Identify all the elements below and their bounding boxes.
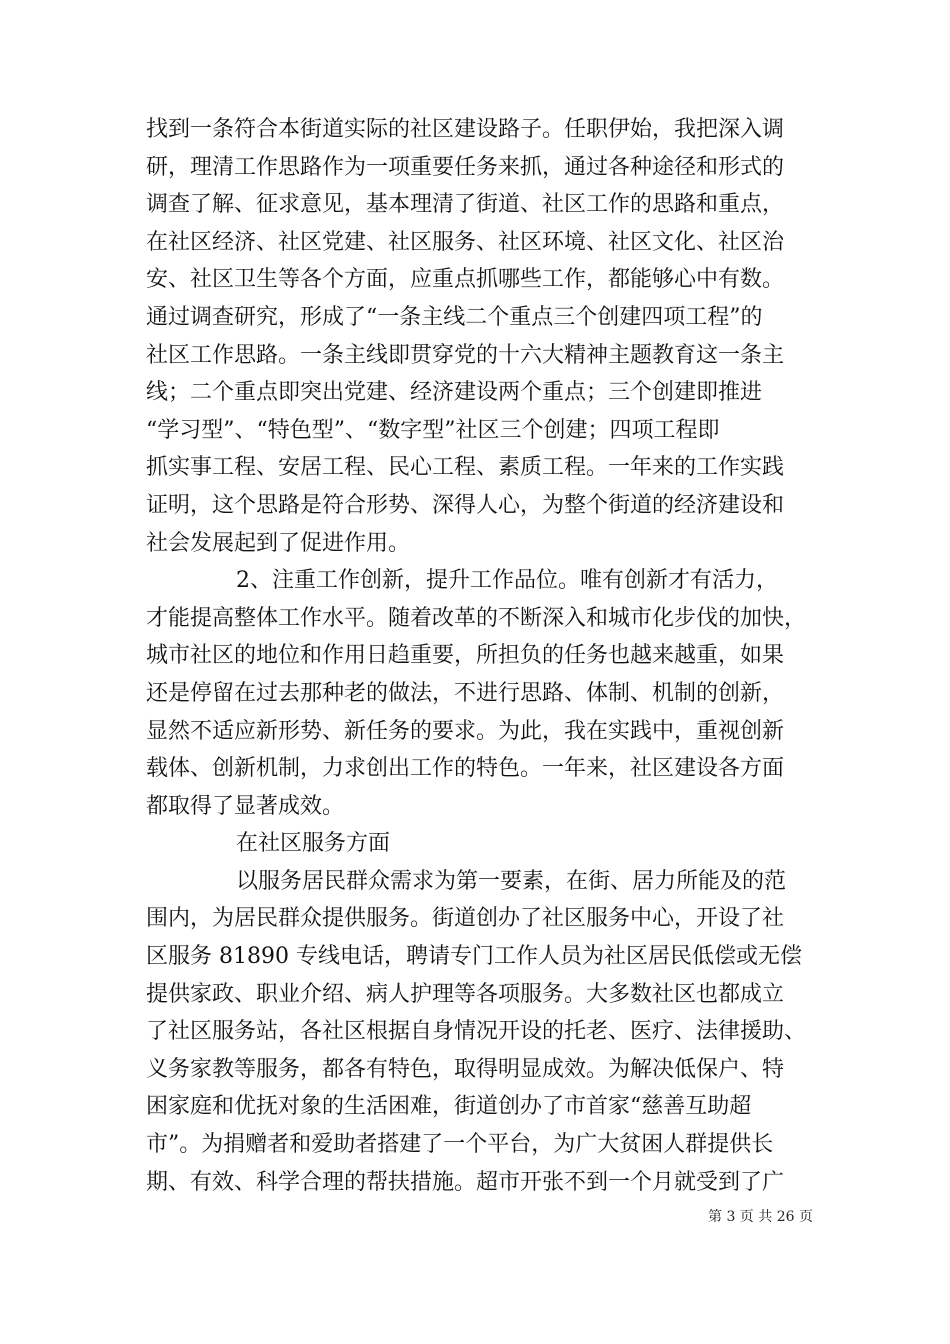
text-line: 研，理清工作思路作为一项重要任务来抓，通过各种途径和形式的 — [146, 154, 785, 180]
text-line: 围内，为居民群众提供服务。街道创办了社区服务中心，开设了社 — [146, 906, 785, 932]
text-line: 都取得了显著成效。 — [146, 793, 345, 819]
paragraph-start-line: 2、注重工作创新，提升工作品位。唯有创新才有活力， — [236, 568, 778, 594]
text-line: 在社区经济、社区党建、社区服务、社区环境、社区文化、社区治 — [146, 229, 785, 255]
text-line: 社区工作思路。一条主线即贯穿党的十六大精神主题教育这一条主 — [146, 342, 785, 368]
text-line: 通过调查研究，形成了“一条主线二个重点三个创建四项工程”的 — [146, 304, 763, 330]
text-line: 期、有效、科学合理的帮扶措施。超市开张不到一个月就受到了广 — [146, 1169, 785, 1195]
text-line: 显然不适应新形势、新任务的要求。为此，我在实践中，重视创新 — [146, 718, 785, 744]
text-line: 载体、创新机制，力求创出工作的特色。一年来，社区建设各方面 — [146, 756, 785, 782]
text-line: 区服务 81890 专线电话，聘请专门工作人员为社区居民低偿或无偿 — [146, 944, 802, 970]
text-line: 社会发展起到了促进作用。 — [146, 530, 411, 556]
text-line: “学习型”、“特色型”、“数字型”社区三个创建；四项工程即 — [146, 417, 720, 443]
text-line: 安、社区卫生等各个方面，应重点抓哪些工作，都能够心中有数。 — [146, 267, 785, 293]
text-line: 找到一条符合本街道实际的社区建设路子。任职伊始，我把深入调 — [146, 117, 785, 142]
page-number-footer: 第 3 页 共 26 页 — [708, 1209, 813, 1225]
text-line: 才能提高整体工作水平。随着改革的不断深入和城市化步伐的加快， — [146, 605, 807, 631]
paragraph-start-line: 以服务居民群众需求为第一要素，在街、居力所能及的范 — [236, 868, 787, 894]
text-line: 了社区服务站，各社区根据自身情况开设的托老、医疗、法律援助、 — [146, 1019, 807, 1045]
text-line: 证明，这个思路是符合形势、深得人心，为整个街道的经济建设和 — [146, 492, 785, 518]
body-text — [146, 111, 816, 1201]
text-line: 义务家教等服务，都各有特色，取得明显成效。为解决低保户、特 — [146, 1056, 785, 1082]
section-heading: 在社区服务方面 — [236, 831, 391, 857]
text-line: 抓实事工程、安居工程、民心工程、素质工程。一年来的工作实践 — [146, 455, 785, 481]
text-line: 还是停留在过去那种老的做法，不进行思路、体制、机制的创新， — [146, 680, 785, 706]
text-line: 困家庭和优抚对象的生活困难，街道创办了市首家“慈善互助超 — [146, 1094, 752, 1120]
text-line: 线；二个重点即突出党建、经济建设两个重点；三个创建即推进 — [146, 380, 763, 406]
text-line: 提供家政、职业介绍、病人护理等各项服务。大多数社区也都成立 — [146, 981, 785, 1007]
text-line: 城市社区的地位和作用日趋重要，所担负的任务也越来越重，如果 — [146, 643, 785, 669]
text-line: 市”。为捐赠者和爱助者搭建了一个平台，为广大贫困人群提供长 — [146, 1132, 774, 1158]
text-line: 调查了解、征求意见，基本理清了街道、社区工作的思路和重点， — [146, 192, 785, 218]
